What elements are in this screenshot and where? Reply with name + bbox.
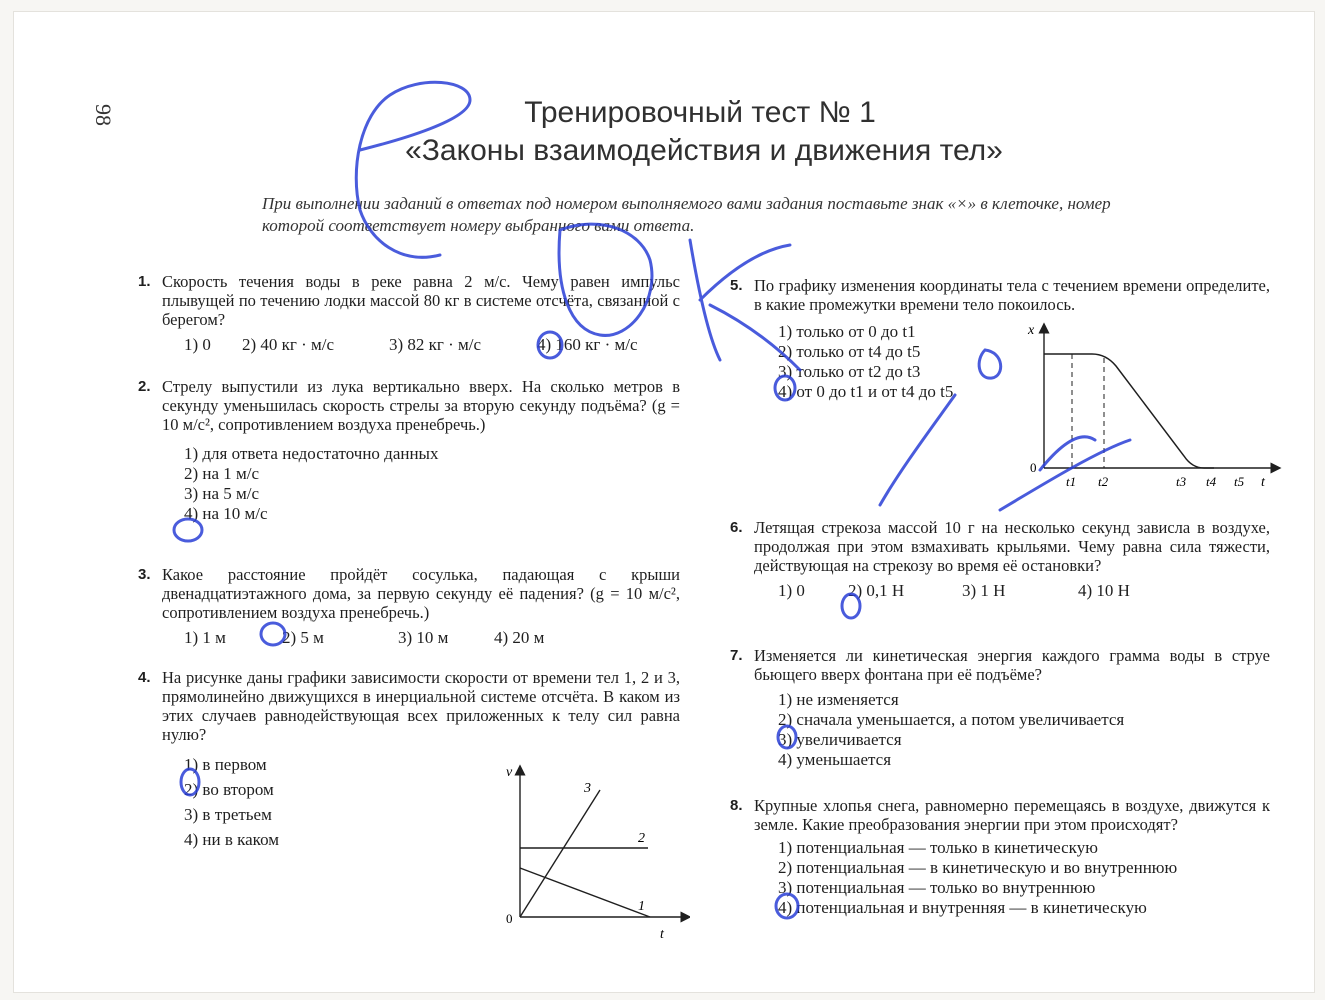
question-text: По графику изменения координаты тела с течением времени определите, в какие промежутки времени тело покоилось. [754,276,1270,314]
question-number: 1. [138,273,151,290]
question-1 [138,272,680,355]
answer-option[interactable]: 1) не изменяется [778,690,899,709]
question-text: Стрелу выпустили из лука вертикально вверх. На сколько метров в секунду уменьшилась скорость стрелы за вторую секунду подъёма? (g = 10 м/с², сопротивлением воздуха пренебречь.) [162,377,680,434]
question-text: Какое расстояние пройдёт сосулька, падающая с крыши двенадцатиэтажного дома, за первую секунду её падения? (g = 10 м/с², сопротивлением воздуха пренебречь.) [162,565,680,622]
answer-option[interactable]: 4) от 0 до t1 и от t4 до t5 [778,382,954,401]
question-text: Крупные хлопья снега, равномерно перемещаясь в воздухе, движутся к земле. Какие преобразования энергии при этом происходят? [754,796,1270,834]
answer-option[interactable]: 3) 82 кг · м/с [389,335,482,354]
line-1-label: 1 [638,899,645,914]
answer-option[interactable]: 1) для ответа недостаточно данных [184,444,439,463]
question-3 [138,565,680,648]
answer-option[interactable]: 2) 40 кг · м/с [242,335,335,354]
answer-option[interactable]: 1) потенциальная — только в кинетическую [778,838,1098,857]
answer-option[interactable]: 2) потенциальная — в кинетическую и во внутреннюю [778,858,1178,877]
answer-option[interactable]: 1) только от 0 до t1 [778,322,916,341]
origin-label: 0 [1030,460,1037,475]
question-text: Скорость течения воды в реке равна 2 м/с. Чему равен импульс плывущей по течению лодки массой 80 кг в системе отсчёта, связанной с берегом? [162,272,680,329]
line-2-label: 2 [638,831,645,846]
answer-option[interactable]: 4) на 10 м/с [184,504,268,523]
v-axis-label: v [506,765,513,780]
answer-option[interactable]: 2) на 1 м/с [184,464,260,483]
answer-option[interactable]: 4) 20 м [494,628,545,647]
tick-t1: t1 [1066,474,1077,489]
x-axis-label: x [1028,323,1035,338]
question-number: 2. [138,378,151,395]
question-2 [138,377,680,524]
test-title: Тренировочный тест № 1 [524,96,876,129]
answer-option[interactable]: 3) 10 м [398,628,449,647]
tick-t4: t4 [1206,474,1217,489]
question-6 [730,518,1270,601]
answer-option[interactable]: 3) в третьем [184,805,272,824]
x-curve [1044,354,1214,468]
line-3-label: 3 [584,781,591,796]
question-number: 7. [730,647,743,664]
question-number: 3. [138,566,151,583]
question-number: 5. [730,277,743,294]
answer-option[interactable]: 4) потенциальная и внутренняя — в кинетическую [778,898,1147,917]
answer-option[interactable]: 2) 5 м [282,628,324,647]
line-3 [520,790,600,917]
answer-option[interactable]: 3) 1 Н [962,581,1006,600]
answer-option[interactable]: 4) 160 кг · м/с [537,335,638,354]
tick-t2: t2 [1098,474,1109,489]
answer-option[interactable]: 2) сначала уменьшается, а потом увеличивается [778,710,1125,729]
question-text: Изменяется ли кинетическая энергия каждого грамма воды в струе бьющего вверх фонтана при её подъёме? [754,646,1270,684]
question-text: Летящая стрекоза массой 10 г на несколько секунд зависла в воздухе, продолжая при этом взмахивать крыльями. Чему равна сила тяжести, действующая на стрекозу во время её остановки? [754,518,1270,575]
answer-option[interactable]: 3) увеличивается [778,730,902,749]
answer-option[interactable]: 1) 0 [184,335,211,354]
answer-option[interactable]: 2) во втором [184,780,274,799]
answer-option[interactable]: 3) на 5 м/с [184,484,260,503]
question-text: На рисунке даны графики зависимости скорости от времени тел 1, 2 и 3, прямолинейно движущихся в инерциальной системе отсчёта. В каком из этих случаев равнодействующая всех приложенных к телу сил равна нулю? [162,668,680,744]
question-7 [730,646,1270,770]
answer-option[interactable]: 3) только от t2 до t3 [778,362,921,381]
question-number: 4. [138,669,151,686]
answer-option[interactable]: 1) 1 м [184,628,226,647]
answer-option[interactable]: 3) потенциальная — только во внутреннюю [778,878,1096,897]
coordinate-time-graph [1024,320,1284,495]
answer-option[interactable]: 4) ни в каком [184,830,280,849]
velocity-time-graph [500,762,690,942]
answer-option[interactable]: 1) 0 [778,581,805,600]
question-8 [730,796,1270,918]
answer-option[interactable]: 2) 0,1 Н [848,581,905,600]
question-number: 8. [730,797,743,814]
t-axis-label: t [1261,475,1265,490]
page-number: 98 [91,104,116,126]
answer-option[interactable]: 4) 10 Н [1078,581,1130,600]
instructions: При выполнении заданий в ответах под номером выполняемого вами задания поставьте знак «×» в клеточке, номер которой соответствует номеру выбранного вами ответа. [262,194,1111,235]
answer-option[interactable]: 1) в первом [184,755,267,774]
tick-t3: t3 [1176,474,1187,489]
answer-option[interactable]: 4) уменьшается [778,750,892,769]
answer-option[interactable]: 2) только от t4 до t5 [778,342,921,361]
t-axis-label: t [660,927,664,942]
line-1 [520,868,650,917]
tick-t5: t5 [1234,474,1245,489]
question-number: 6. [730,519,743,536]
test-subtitle: «Законы взаимодействия и движения тел» [405,134,1003,167]
origin-label: 0 [506,911,513,926]
